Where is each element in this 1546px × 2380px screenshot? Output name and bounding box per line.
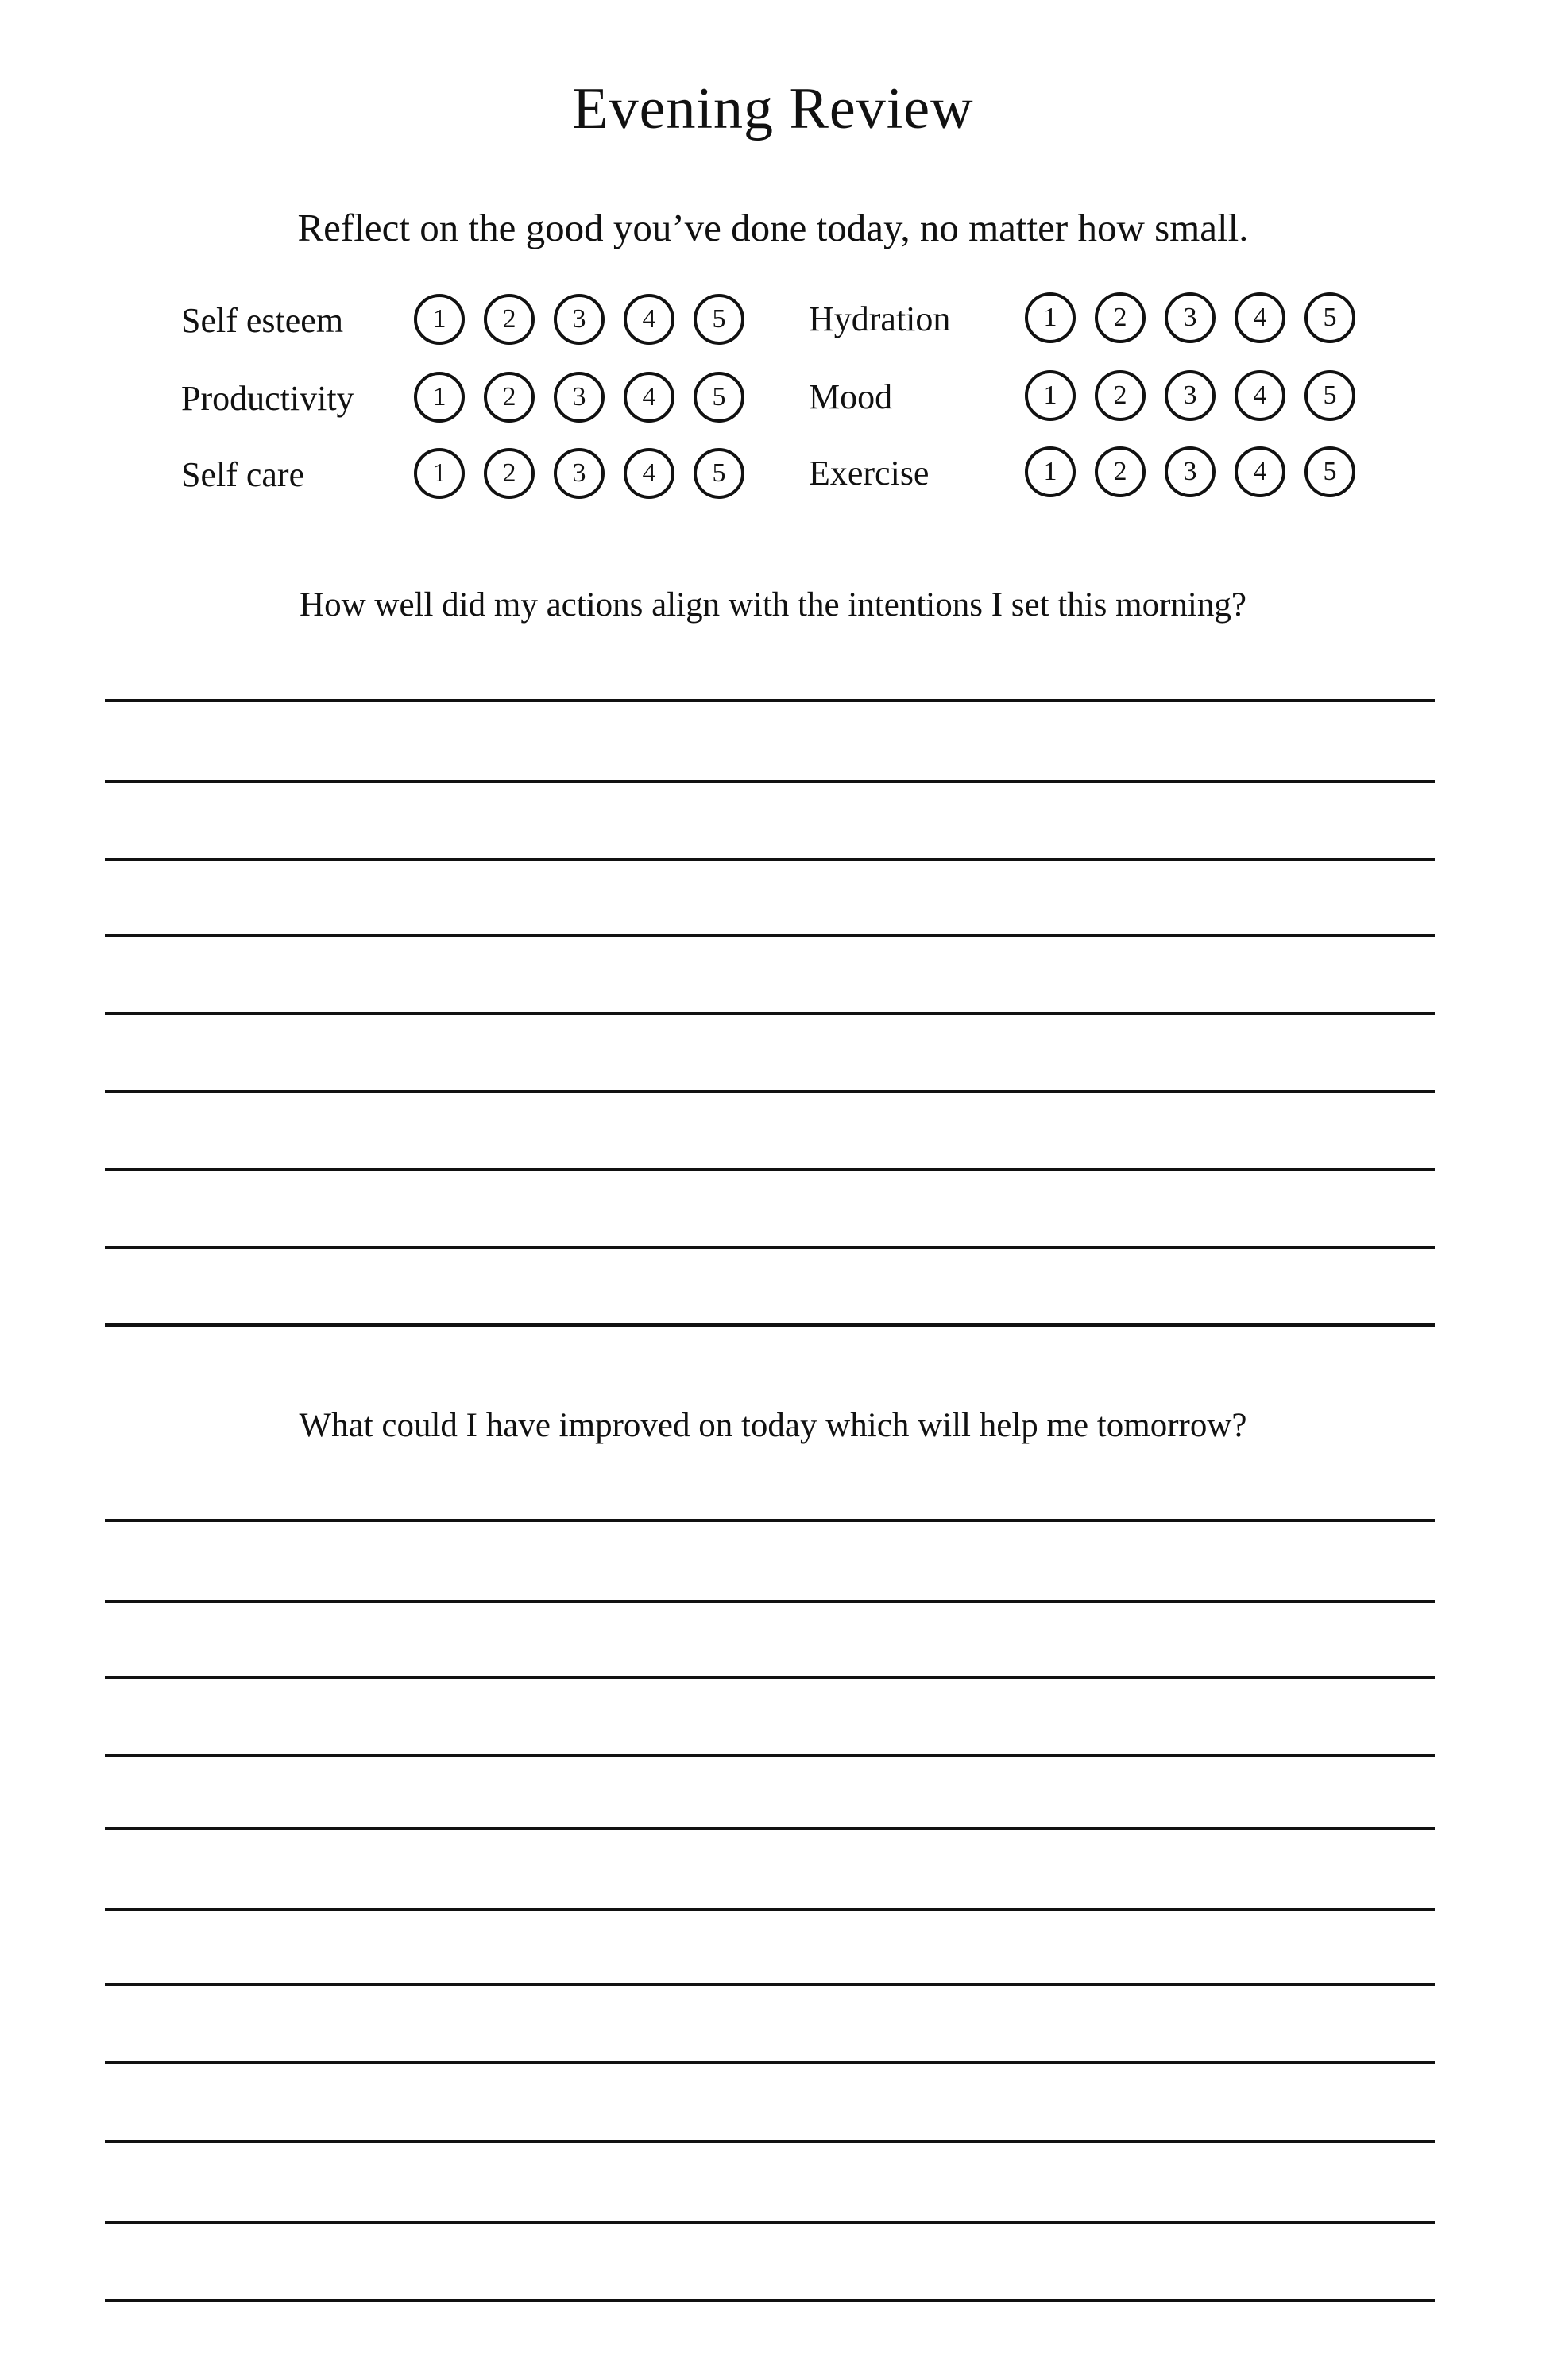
rating-option-5[interactable]: 5 — [1304, 370, 1355, 421]
writing-line[interactable] — [105, 1827, 1435, 1830]
rating-option-1[interactable]: 1 — [1025, 370, 1076, 421]
rating-option-3[interactable]: 3 — [554, 372, 605, 423]
rating-option-2[interactable]: 2 — [1095, 370, 1146, 421]
rating-row-productivity — [181, 367, 753, 431]
rating-option-5[interactable]: 5 — [1304, 292, 1355, 343]
writing-line[interactable] — [105, 2140, 1435, 2143]
rating-option-5[interactable]: 5 — [694, 372, 744, 423]
rating-row-mood — [809, 365, 1381, 429]
rating-option-1[interactable]: 1 — [414, 294, 465, 345]
rating-label: Exercise — [809, 454, 930, 493]
rating-row-exercise — [809, 442, 1381, 505]
rating-label: Productivity — [181, 379, 354, 418]
writing-line[interactable] — [105, 2299, 1435, 2302]
rating-option-3[interactable]: 3 — [1165, 446, 1216, 497]
writing-line[interactable] — [105, 1323, 1435, 1327]
rating-option-4[interactable]: 4 — [624, 448, 674, 499]
rating-scale — [414, 294, 744, 345]
rating-option-2[interactable]: 2 — [484, 372, 535, 423]
rating-row-self-care — [181, 443, 753, 507]
writing-line[interactable] — [105, 1090, 1435, 1093]
rating-option-1[interactable]: 1 — [414, 448, 465, 499]
rating-option-1[interactable]: 1 — [414, 372, 465, 423]
rating-option-4[interactable]: 4 — [1235, 446, 1285, 497]
rating-option-4[interactable]: 4 — [624, 294, 674, 345]
rating-label: Mood — [809, 377, 893, 416]
writing-line[interactable] — [105, 1983, 1435, 1986]
rating-option-1[interactable]: 1 — [1025, 446, 1076, 497]
writing-line[interactable] — [105, 780, 1435, 783]
writing-line[interactable] — [105, 1246, 1435, 1249]
writing-line[interactable] — [105, 858, 1435, 861]
page-subtitle: Reflect on the good you’ve done today, no matter how small. — [297, 206, 1249, 249]
rating-option-3[interactable]: 3 — [554, 294, 605, 345]
rating-label: Self care — [181, 455, 305, 494]
rating-option-3[interactable]: 3 — [1165, 292, 1216, 343]
question-alignment: How well did my actions align with the intentions I set this morning? — [300, 586, 1246, 624]
writing-line[interactable] — [105, 1676, 1435, 1679]
writing-line[interactable] — [105, 1908, 1435, 1911]
rating-option-5[interactable]: 5 — [1304, 446, 1355, 497]
page-title: Evening Review — [572, 76, 974, 141]
rating-option-2[interactable]: 2 — [1095, 446, 1146, 497]
rating-option-3[interactable]: 3 — [554, 448, 605, 499]
rating-label: Self esteem — [181, 301, 344, 340]
writing-line[interactable] — [105, 1012, 1435, 1015]
rating-option-1[interactable]: 1 — [1025, 292, 1076, 343]
rating-option-2[interactable]: 2 — [484, 294, 535, 345]
question-improvement: What could I have improved on today which will help me tomorrow? — [299, 1407, 1247, 1444]
rating-option-2[interactable]: 2 — [1095, 292, 1146, 343]
writing-line[interactable] — [105, 2061, 1435, 2064]
rating-option-3[interactable]: 3 — [1165, 370, 1216, 421]
rating-scale — [1025, 292, 1355, 343]
rating-row-hydration — [809, 288, 1381, 351]
writing-line[interactable] — [105, 1519, 1435, 1522]
rating-option-4[interactable]: 4 — [1235, 370, 1285, 421]
writing-line[interactable] — [105, 934, 1435, 937]
rating-row-self-esteem — [181, 289, 753, 353]
writing-line[interactable] — [105, 699, 1435, 702]
writing-line[interactable] — [105, 1754, 1435, 1757]
writing-line[interactable] — [105, 1168, 1435, 1171]
rating-scale — [414, 372, 744, 423]
rating-scale — [1025, 446, 1355, 497]
writing-line[interactable] — [105, 2221, 1435, 2224]
rating-option-4[interactable]: 4 — [1235, 292, 1285, 343]
rating-option-5[interactable]: 5 — [694, 294, 744, 345]
rating-scale — [414, 448, 744, 499]
rating-option-4[interactable]: 4 — [624, 372, 674, 423]
writing-line[interactable] — [105, 1600, 1435, 1603]
rating-option-2[interactable]: 2 — [484, 448, 535, 499]
rating-option-5[interactable]: 5 — [694, 448, 744, 499]
rating-scale — [1025, 370, 1355, 421]
rating-label: Hydration — [809, 299, 951, 338]
